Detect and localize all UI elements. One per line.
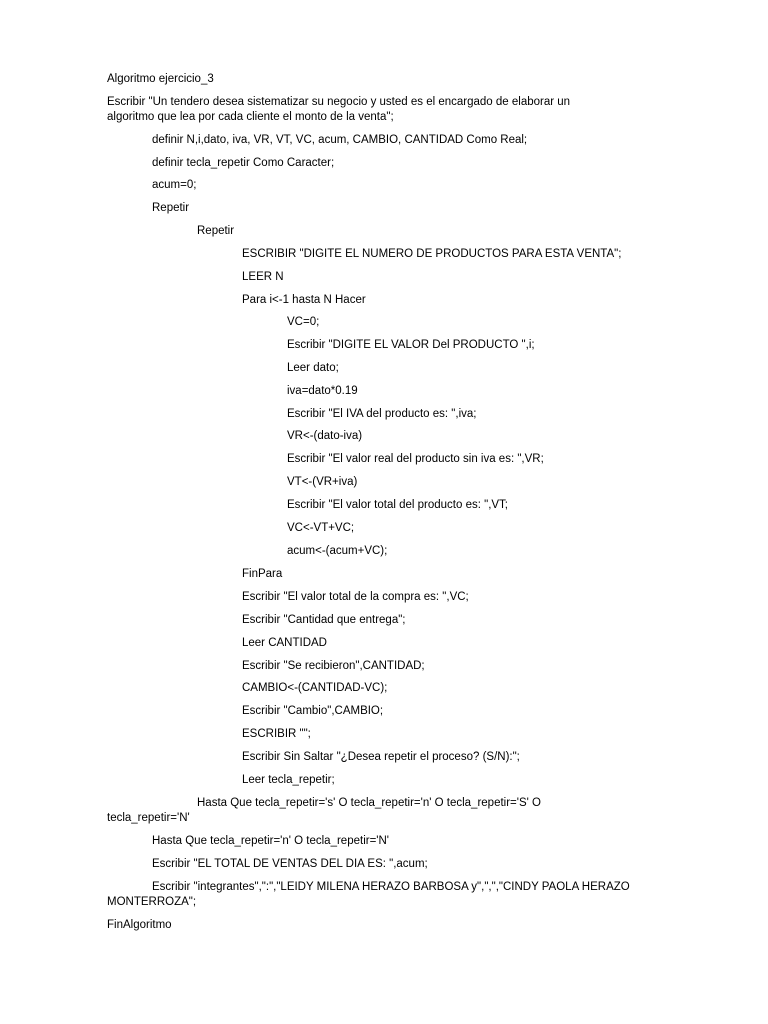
code-line: ESCRIBIR ""; [242, 728, 311, 740]
code-line: Escribir "El valor total del producto es: ",VT; [287, 499, 509, 511]
code-line: Escribir "DIGITE EL VALOR Del PRODUCTO ",i; [287, 339, 535, 351]
code-line: definir tecla_repetir Como Caracter; [152, 157, 335, 169]
code-line: Escribir "El IVA del producto es: ",iva; [287, 408, 477, 420]
code-line: Leer tecla_repetir; [242, 774, 335, 786]
code-line: Leer CANTIDAD [242, 637, 327, 649]
code-line: Escribir "Se recibieron",CANTIDAD; [242, 660, 425, 672]
code-line: VT<-(VR+iva) [287, 476, 358, 488]
code-line: algoritmo que lea por cada cliente el monto de la venta"; [107, 111, 394, 123]
code-line: Escribir "El valor real del producto sin iva es: ",VR; [287, 453, 544, 465]
algorithm-title: Algoritmo ejercicio_3 [107, 73, 214, 85]
code-line: FinPara [242, 568, 283, 580]
code-line: Para i<-1 hasta N Hacer [242, 294, 366, 306]
algorithm-end: FinAlgoritmo [107, 919, 172, 931]
code-line: CAMBIO<-(CANTIDAD-VC); [242, 682, 388, 694]
code-line: Escribir "El valor total de la compra es: ",VC; [242, 591, 469, 603]
code-line: Repetir [152, 202, 190, 214]
code-line: Escribir "Cantidad que entrega"; [242, 614, 406, 626]
code-line: Escribir "Cambio",CAMBIO; [242, 705, 384, 717]
code-line: acum=0; [152, 179, 197, 191]
code-line: VC=0; [287, 316, 320, 328]
code-line: Escribir "EL TOTAL DE VENTAS DEL DIA ES: ",acum; [152, 858, 428, 870]
code-line: MONTERROZA"; [107, 896, 197, 908]
code-line: iva=dato*0.19 [287, 385, 358, 397]
code-line: Hasta Que tecla_repetir='n' O tecla_repetir='N' [152, 835, 389, 847]
code-line: Escribir "Un tendero desea sistematizar su negocio y usted es el encargado de elaborar un [107, 96, 571, 108]
code-line: definir N,i,dato, iva, VR, VT, VC, acum, CAMBIO, CANTIDAD Como Real; [152, 134, 528, 146]
code-line: Leer dato; [287, 362, 339, 374]
code-line: VC<-VT+VC; [287, 522, 355, 534]
code-line: tecla_repetir='N' [107, 812, 190, 824]
code-line: Escribir "integrantes",":","LEIDY MILENA HERAZO BARBOSA y",",","CINDY PAOLA HERAZO [152, 881, 630, 893]
code-line: VR<-(dato-iva) [287, 430, 363, 442]
code-line: Hasta Que tecla_repetir='s' O tecla_repetir='n' O tecla_repetir='S' O [197, 797, 541, 809]
code-line: LEER N [242, 271, 284, 283]
code-line: Escribir Sin Saltar "¿Desea repetir el proceso? (S/N):"; [242, 751, 520, 763]
code-line: Repetir [197, 225, 235, 237]
code-line: ESCRIBIR "DIGITE EL NUMERO DE PRODUCTOS PARA ESTA VENTA"; [242, 248, 622, 260]
code-line: acum<-(acum+VC); [287, 545, 388, 557]
